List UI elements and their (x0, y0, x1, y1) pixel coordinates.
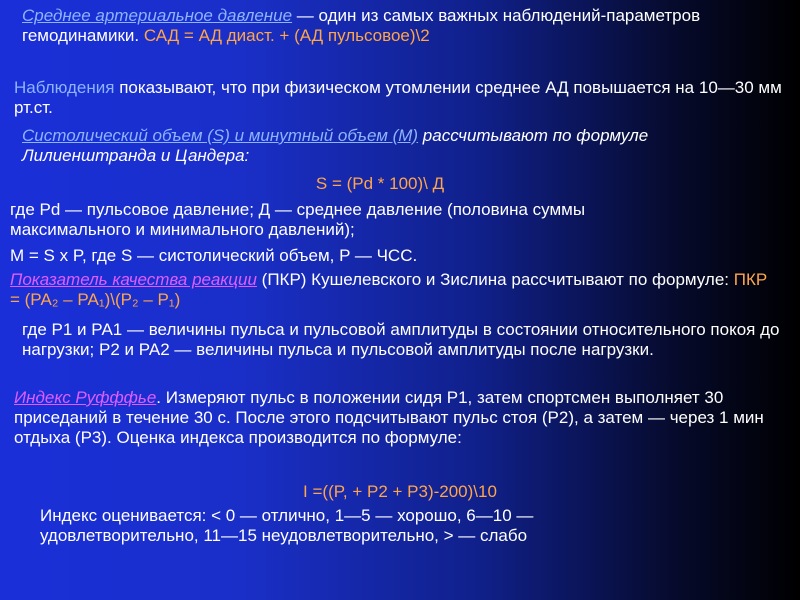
paragraph-ruffier-score: Индекс оценивается: < 0 — отлично, 1—5 — хорошо, 6—10 — удовлетворительно, 11—15 неудовлетворительно, > — слабо (40, 506, 534, 545)
paragraph-systolic (22, 126, 782, 166)
term-observations: Наблюдения (14, 78, 115, 97)
formula-ruffier: I =((P, + P2 + P3)-200)\10 (303, 482, 497, 501)
term-ruffier: Индекс Руфффье (14, 388, 157, 407)
term-pkr: Показатель качества реакции (10, 270, 257, 289)
paragraph-mean-pressure (22, 6, 762, 46)
term-mean-pressure: Среднее артериальное давление (22, 6, 293, 25)
paragraph-p1-pa1: где Р1 и РА1 — величины пульса и пульсовой амплитуды в состоянии относительного покоя до нагрузки; Р2 и РА2 — величины пульса и пульсовой амплитуды после нагрузки. (22, 320, 780, 359)
paragraph-pd: где Pd — пульсовое давление; Д — среднее давление (половина суммы максимального и минимального давлений); (10, 200, 586, 239)
paragraph-m: M = S x P, где S — систолический объем, P — ЧСС. (10, 246, 418, 265)
paragraph-observations (14, 78, 784, 118)
text-observations: показывают, что при физическом утомлении среднее АД повышается на 10—30 мм рт.ст. (14, 78, 782, 117)
formula-sad: САД = АД диаст. + (АД пульсовое)\2 (143, 26, 430, 45)
text-mean-pressure: — один из самых важных наблюдений-параметров гемодинамики. (22, 6, 701, 45)
formula-s: S = (Pd * 100)\ Д (315, 174, 445, 193)
text-ruffier: . Измеряют пульс в положении сидя Р1, затем спортсмен выполняет 30 приседаний в течение 30 с. После этого подсчитывают пульс стоя (Р2), а затем — через 1 мин отдыха (Р3). Оценка индекса производится по формуле: (14, 388, 764, 447)
formula-pkr: ПКР = (РА₂ – РА₁)\(Р₂ – Р₁) (10, 270, 768, 309)
term-systolic: Систолический объем (S) и минутный объем (M) (22, 126, 419, 145)
text-systolic: рассчитывают по формуле Лилиенштранда и Цандера: (22, 126, 649, 165)
text-pkr: (ПКР) Кушелевского и Зислина рассчитывают по формуле: (256, 270, 734, 289)
paragraph-pkr (10, 270, 780, 310)
paragraph-ruffier (14, 388, 784, 448)
